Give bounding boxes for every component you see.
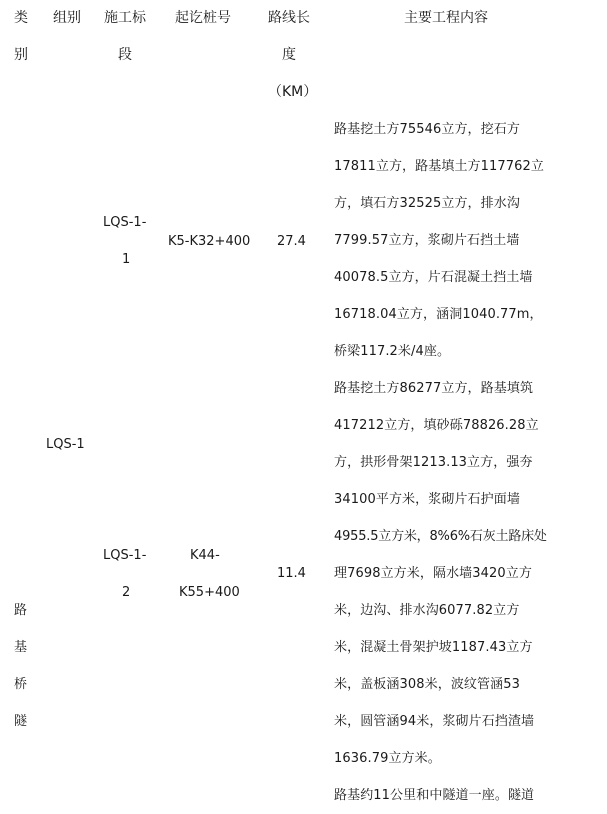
section-code-suffix: 1 [122, 252, 131, 267]
content-line: 40078.5立方，片石混凝土挡土墙 [334, 270, 533, 285]
content-line: 米，边沟、排水沟6077.82立方 [334, 603, 520, 618]
content-line: 1636.79立方米。 [334, 751, 441, 766]
content-line: 方，填石方32525立方，排水沟 [334, 196, 520, 211]
category-char: 路 [14, 603, 28, 618]
header-stake: 起讫桩号 [175, 10, 231, 26]
header-category-2: 别 [14, 47, 28, 63]
category-char: 桥 [14, 677, 28, 692]
header-length: 路线长 [268, 10, 310, 26]
header-category: 类 [14, 10, 28, 26]
content-line: 34100平方米，浆砌片石护面墙 [334, 492, 520, 507]
category-char: 基 [14, 640, 28, 655]
content-line: 路基约11公里和中隧道一座。隧道 [334, 788, 535, 803]
content-line: 桥梁117.2米/4座。 [334, 344, 451, 359]
content-line: 16718.04立方，涵洞1040.77m， [334, 307, 543, 322]
header-length-2: 度 [282, 47, 296, 63]
header-length-unit: （KM） [268, 84, 318, 100]
content-line: 米，圆管涵94米，浆砌片石挡渣墙 [334, 714, 535, 729]
content-line: 方，拱形骨架1213.13立方，强夯 [334, 455, 533, 470]
group-label: LQS-1 [46, 437, 85, 452]
work-content [334, 111, 574, 814]
section-code-suffix: 2 [122, 585, 131, 600]
content-line: 路基挖土方75546立方，挖石方 [334, 122, 520, 137]
content-line: 理7698立方米，隔水墙3420立方 [334, 566, 532, 581]
header-content: 主要工程内容 [404, 10, 488, 26]
header-section: 施工标 [104, 10, 146, 26]
content-line: 17811立方，路基填土方117762立 [334, 159, 544, 174]
header-group: 组别 [53, 10, 81, 26]
header-section-2: 段 [118, 47, 132, 63]
content-line: 417212立方，填砂砾78826.28立 [334, 418, 539, 433]
route-length: 27.4 [277, 234, 306, 249]
content-line: 米，混凝土骨架护坡1187.43立方 [334, 640, 533, 655]
content-line: 米，盖板涵308米，波纹管涵53 [334, 677, 520, 692]
stake-range-2: K55+400 [179, 585, 240, 600]
section-code: LQS-1- [103, 215, 147, 230]
section-code: LQS-1- [103, 548, 147, 563]
content-line: 7799.57立方，浆砌片石挡土墙 [334, 233, 520, 248]
stake-range: K44- [190, 548, 220, 563]
content-line: 4955.5立方米，8%6%石灰土路床处 [334, 529, 547, 544]
category-char: 隧 [14, 714, 28, 729]
stake-range: K5-K32+400 [168, 234, 251, 249]
content-line: 路基挖土方86277立方，路基填筑 [334, 381, 534, 396]
route-length: 11.4 [277, 566, 306, 581]
